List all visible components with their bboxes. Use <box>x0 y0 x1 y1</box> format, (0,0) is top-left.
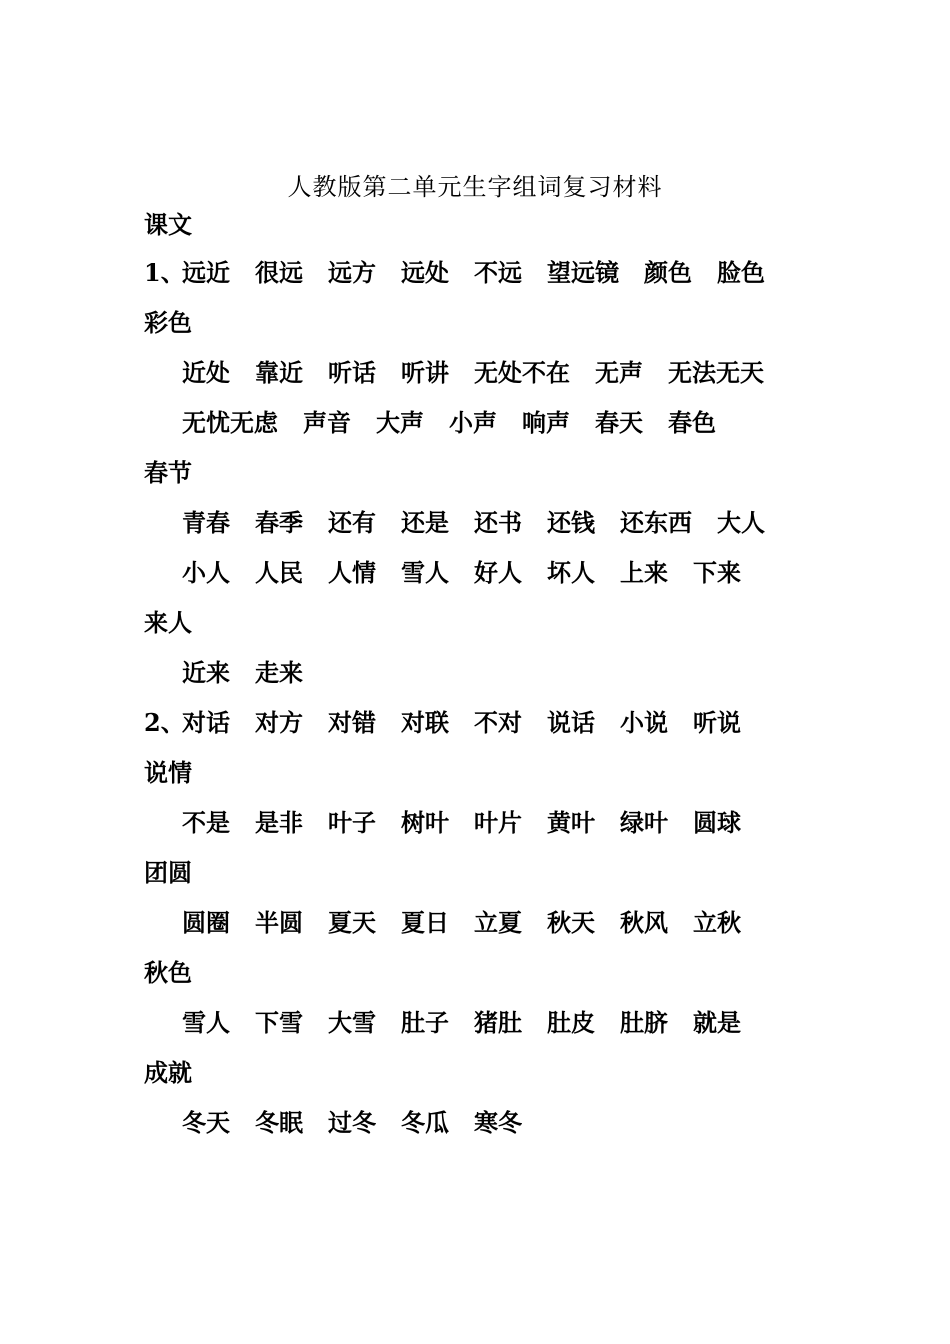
vocab-word: 小说 <box>620 708 668 737</box>
word-line <box>0 454 950 504</box>
vocab-word: 还书 <box>474 508 522 537</box>
vocab-word: 对联 <box>401 708 449 737</box>
vocab-word: 远方 <box>328 258 376 287</box>
vocab-word: 颜色 <box>644 258 692 287</box>
vocab-word: 无处不在 <box>474 358 570 387</box>
vocab-word: 雪人 <box>401 558 449 587</box>
vocab-word: 靠近 <box>255 358 303 387</box>
vocab-word: 走来 <box>255 658 303 687</box>
vocab-word: 远近 <box>182 258 230 287</box>
vocab-word: 听讲 <box>401 358 449 387</box>
word-line <box>0 404 950 454</box>
vocab-word: 绿叶 <box>620 808 668 837</box>
vocab-word: 还东西 <box>620 508 692 537</box>
vocab-word: 叶片 <box>474 808 522 837</box>
vocab-word: 不远 <box>474 258 522 287</box>
vocab-word: 春季 <box>255 508 303 537</box>
vocab-word: 无声 <box>595 358 643 387</box>
word-line <box>0 854 950 904</box>
vocab-word: 就是 <box>693 1008 741 1037</box>
vocab-word: 还有 <box>328 508 376 537</box>
vocab-word: 好人 <box>474 558 522 587</box>
vocab-word: 春色 <box>668 408 716 437</box>
vocab-word: 冬眠 <box>255 1108 303 1137</box>
vocab-word: 立秋 <box>693 908 741 937</box>
word-line <box>0 304 950 354</box>
vocab-word: 夏天 <box>328 908 376 937</box>
vocab-word: 过冬 <box>328 1108 376 1137</box>
vocab-word: 肚皮 <box>547 1008 595 1037</box>
vocab-word: 肚子 <box>401 1008 449 1037</box>
vocab-word: 对方 <box>255 708 303 737</box>
page-title: 人教版第二单元生字组词复习材料 <box>287 173 663 201</box>
vocab-word: 听话 <box>328 358 376 387</box>
word-line <box>0 704 950 754</box>
vocab-word: 小声 <box>449 408 497 437</box>
vocab-word: 团圆 <box>144 858 192 887</box>
word-line <box>0 954 950 1004</box>
vocab-word: 圆圈 <box>182 908 230 937</box>
word-line <box>0 604 950 654</box>
vocab-word: 听说 <box>693 708 741 737</box>
vocab-word: 无法无天 <box>668 358 764 387</box>
vocab-word: 半圆 <box>255 908 303 937</box>
vocab-word: 近来 <box>182 658 230 687</box>
vocab-word: 叶子 <box>328 808 376 837</box>
vocab-word: 冬瓜 <box>401 1108 449 1137</box>
vocab-word: 秋风 <box>620 908 668 937</box>
vocab-word: 成就 <box>144 1058 192 1087</box>
vocab-word: 人情 <box>328 558 376 587</box>
vocab-word: 脸色 <box>717 258 765 287</box>
vocab-word: 说话 <box>547 708 595 737</box>
vocab-word: 声音 <box>303 408 351 437</box>
vocab-word: 对错 <box>328 708 376 737</box>
vocab-word: 近处 <box>182 358 230 387</box>
vocab-word: 雪人 <box>182 1008 230 1037</box>
vocab-word: 肚脐 <box>620 1008 668 1037</box>
word-line <box>0 804 950 854</box>
vocab-word: 黄叶 <box>547 808 595 837</box>
word-line <box>0 1004 950 1054</box>
vocab-word: 响声 <box>522 408 570 437</box>
vocab-word: 无忧无虑 <box>182 408 278 437</box>
word-line <box>0 554 950 604</box>
vocab-word: 秋天 <box>547 908 595 937</box>
vocab-word: 猪肚 <box>474 1008 522 1037</box>
vocab-word: 下来 <box>693 558 741 587</box>
vocab-word: 小人 <box>182 558 230 587</box>
vocab-word: 夏日 <box>401 908 449 937</box>
vocab-word: 上来 <box>620 558 668 587</box>
vocab-word: 坏人 <box>547 558 595 587</box>
vocab-word: 春节 <box>144 458 192 487</box>
vocab-word: 不是 <box>182 808 230 837</box>
vocab-word: 寒冬 <box>474 1108 522 1137</box>
vocab-word: 还钱 <box>547 508 595 537</box>
vocab-word: 大雪 <box>328 1008 376 1037</box>
vocab-word: 来人 <box>144 608 192 637</box>
word-line <box>0 504 950 554</box>
vocab-word: 大声 <box>376 408 424 437</box>
vocab-word: 大人 <box>717 508 765 537</box>
vocab-word: 秋色 <box>144 958 192 987</box>
word-line <box>0 754 950 804</box>
vocab-word: 对话 <box>182 708 230 737</box>
item-number: 2、 <box>144 708 185 737</box>
vocab-word: 不对 <box>474 708 522 737</box>
vocab-word: 说情 <box>144 758 192 787</box>
vocab-word: 还是 <box>401 508 449 537</box>
vocab-word: 是非 <box>255 808 303 837</box>
vocab-word: 树叶 <box>401 808 449 837</box>
word-line <box>0 1104 950 1154</box>
word-line <box>0 904 950 954</box>
vocab-word: 望远镜 <box>547 258 619 287</box>
vocab-word: 青春 <box>182 508 230 537</box>
word-line <box>0 1054 950 1104</box>
vocab-word: 人民 <box>255 558 303 587</box>
vocab-word: 彩色 <box>144 308 192 337</box>
vocab-word: 圆球 <box>693 808 741 837</box>
word-line <box>0 654 950 704</box>
vocab-word: 远处 <box>401 258 449 287</box>
vocab-word: 下雪 <box>255 1008 303 1037</box>
section-heading: 课文 <box>144 210 192 239</box>
vocab-word: 很远 <box>255 258 303 287</box>
word-line <box>0 254 950 304</box>
vocab-word: 立夏 <box>474 908 522 937</box>
word-list <box>0 254 950 1154</box>
vocab-word: 春天 <box>595 408 643 437</box>
vocab-word: 冬天 <box>182 1108 230 1137</box>
item-number: 1、 <box>144 258 185 287</box>
word-line <box>0 354 950 404</box>
